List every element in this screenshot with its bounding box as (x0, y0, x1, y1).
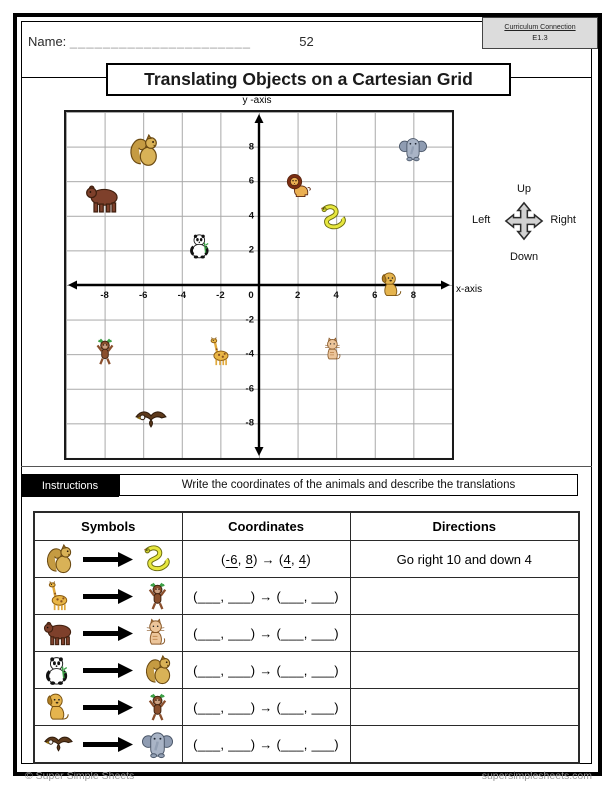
compass-cross-icon (503, 200, 545, 242)
cat-icon (142, 618, 173, 649)
giraffe-icon (205, 337, 235, 367)
table-row (34, 726, 579, 764)
y-tick-2: 2 (248, 244, 254, 256)
thick-arrow-icon (83, 626, 133, 641)
compass-up-label: Up (516, 183, 532, 195)
giraffe-icon (43, 581, 74, 612)
thick-arrow-icon (83, 700, 133, 715)
grid-animal-lion (284, 172, 312, 200)
bear-icon (85, 181, 121, 217)
monkey-icon (142, 692, 173, 723)
symbols-cell (34, 615, 182, 652)
y-tick--4: -4 (245, 348, 254, 360)
thick-arrow-icon (83, 552, 133, 567)
cat-icon (321, 337, 347, 363)
y-axis-label: y -axis (242, 95, 272, 106)
page-title: Translating Objects on a Cartesian Grid (106, 63, 511, 96)
grid-animal-giraffe (205, 337, 235, 367)
grid-animal-cat (321, 337, 347, 363)
column-header-directions: Directions (350, 512, 579, 541)
page-number: 52 (299, 34, 314, 49)
name-blank-line: ______________________ (69, 34, 251, 49)
x-tick--6: -6 (138, 290, 148, 301)
table-row (34, 578, 579, 615)
symbols-cell (34, 726, 182, 764)
squirrel-icon (126, 134, 160, 168)
thick-arrow-icon (83, 589, 133, 604)
x-tick-2: 2 (294, 290, 301, 301)
grid-animal-dog (378, 271, 406, 299)
instructions-label: Instructions (21, 474, 119, 497)
y-tick--2: -2 (245, 314, 254, 326)
symbols-cell (34, 652, 182, 689)
table-row (34, 689, 579, 726)
curriculum-badge-code: E1.3 (532, 32, 548, 42)
panda-icon (188, 233, 215, 260)
x-axis-label: x-axis (456, 284, 483, 295)
column-header-symbols: Symbols (34, 512, 182, 541)
dog-icon (378, 271, 406, 299)
directions-cell (350, 689, 579, 726)
cartesian-grid (64, 110, 454, 460)
curriculum-badge (482, 17, 598, 49)
table-row (34, 615, 579, 652)
column-header-coordinates: Coordinates (182, 512, 350, 541)
squirrel-icon (43, 544, 74, 575)
table-row (34, 541, 579, 578)
compass-right-label: Right (550, 214, 576, 226)
directions-cell (350, 578, 579, 615)
y-tick-8: 8 (248, 141, 254, 153)
symbols-cell (34, 541, 182, 578)
thick-arrow-icon (83, 663, 133, 678)
translations-table (33, 511, 580, 764)
snake-icon (142, 544, 173, 575)
x-tick-8: 8 (410, 290, 417, 301)
symbols-cell (34, 578, 182, 615)
elephant-icon (399, 135, 427, 163)
directions-cell (350, 652, 579, 689)
monkey-icon (90, 337, 120, 367)
grid-animal-snake (319, 203, 349, 233)
y-tick-6: 6 (248, 175, 254, 187)
thick-arrow-icon (83, 737, 133, 752)
x-tick-0: 0 (248, 290, 254, 301)
name-label: Name: (28, 34, 67, 49)
x-tick--4: -4 (177, 290, 187, 301)
coordinates-cell: (___, ___) → (___, ___) (182, 578, 350, 615)
x-tick-4: 4 (333, 290, 339, 301)
squirrel-icon (142, 655, 173, 686)
x-tick-6: 6 (372, 290, 378, 301)
grid-animal-bear (85, 181, 121, 217)
section-divider (21, 466, 592, 467)
footer-copyright: © Super Simple Sheets (25, 770, 135, 782)
eagle-icon (43, 729, 74, 760)
direction-compass (472, 183, 576, 263)
y-tick--8: -8 (245, 417, 254, 429)
coordinates-cell: (___, ___) → (___, ___) (182, 726, 350, 764)
grid-animal-panda (188, 233, 215, 260)
table-header-row (34, 512, 579, 541)
coordinates-cell: (___, ___) → (___, ___) (182, 652, 350, 689)
y-tick-4: 4 (248, 210, 254, 222)
panda-icon (43, 655, 74, 686)
monkey-icon (142, 581, 173, 612)
instructions-text: Write the coordinates of the animals and describe the translations (119, 474, 578, 496)
grid-animal-monkey (90, 337, 120, 367)
directions-cell (350, 726, 579, 764)
coordinates-cell: (___, ___) → (___, ___) (182, 689, 350, 726)
elephant-icon (142, 729, 173, 760)
snake-icon (319, 203, 349, 233)
bear-icon (43, 618, 74, 649)
dog-icon (43, 692, 74, 723)
x-tick--2: -2 (216, 290, 225, 301)
y-tick--6: -6 (245, 383, 254, 395)
grid-animal-squirrel (126, 134, 160, 168)
eagle-icon (134, 403, 168, 437)
directions-cell: Go right 10 and down 4 (350, 541, 579, 578)
coordinates-cell: (-6, 8) → (4, 4) (182, 541, 350, 578)
directions-cell (350, 615, 579, 652)
curriculum-badge-title: Curriculum Connection (504, 23, 576, 31)
x-tick--8: -8 (100, 290, 109, 301)
compass-down-label: Down (509, 251, 539, 263)
lion-icon (284, 172, 312, 200)
footer-website: supersimplesheets.com (481, 770, 592, 782)
compass-left-label: Left (472, 214, 491, 226)
table-row (34, 652, 579, 689)
grid-animal-elephant (399, 135, 427, 163)
coordinates-cell: (___, ___) → (___, ___) (182, 615, 350, 652)
symbols-cell (34, 689, 182, 726)
grid-animal-eagle (134, 403, 168, 437)
